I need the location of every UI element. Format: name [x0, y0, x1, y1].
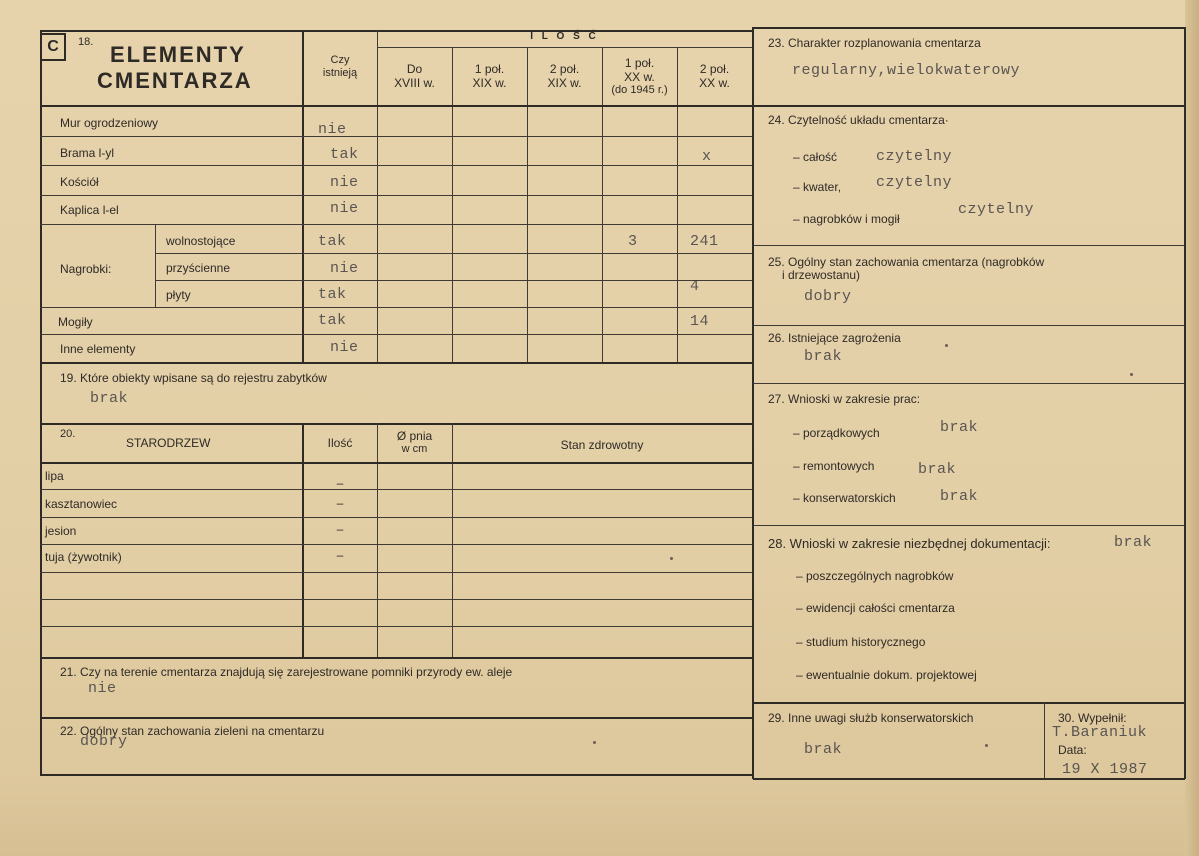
- q20-col-pien-line1: Ø pnia: [396, 429, 433, 443]
- tree-qty-jesion: –: [336, 522, 344, 536]
- q28-label: 28. Wnioski w zakresie niezbędnej dokumentacji:: [768, 536, 1051, 551]
- tree-name-tuja: tuja (żywotnik): [45, 550, 122, 564]
- row-label-inne: Inne elementy: [60, 342, 136, 356]
- ink-speck: [670, 557, 673, 560]
- q27-porzadkowych-label: – porządkowych: [793, 426, 880, 440]
- q28-answer: brak: [1114, 534, 1153, 551]
- tree-name-kasztanowiec: kasztanowiec: [45, 497, 118, 511]
- q27-remontowych-label: – remontowych: [793, 459, 875, 473]
- row-exists-mur: nie: [318, 121, 347, 138]
- row-label-kosciol: Kościół: [60, 175, 99, 189]
- tree-qty-lipa: –: [336, 476, 344, 490]
- q20-title: STARODRZEW: [126, 436, 211, 450]
- col-ilosc-header: I L O Ś Ć: [530, 31, 599, 42]
- q24-kwater-label: – kwater,: [793, 180, 842, 194]
- ink-speck: [1130, 373, 1133, 376]
- q24-calosc-label: – całość: [793, 150, 838, 164]
- period-4-line3: (do 1945 r.): [611, 84, 668, 96]
- section-18-title-line1: ELEMENTY: [110, 42, 246, 67]
- section-18-number: 18.: [78, 36, 94, 48]
- q20-number: 20.: [60, 428, 76, 440]
- q28-item-3: – studium historycznego: [796, 635, 926, 649]
- q27-konserwatorskich-label: – konserwatorskich: [793, 491, 896, 505]
- period-3-line2: XIX w.: [547, 76, 582, 90]
- period-2-line2: XIX w.: [472, 76, 507, 90]
- tree-qty-tuja: –: [336, 548, 344, 562]
- card-edge: [1185, 0, 1199, 856]
- tree-qty-kasztanowiec: –: [336, 496, 344, 510]
- q24-label: 24. Czytelność układu cmentarza·: [768, 113, 949, 127]
- row-exists-brama: tak: [330, 146, 359, 163]
- q28-item-2: – ewidencji całości cmentarza: [796, 601, 955, 615]
- nagrobki-plyty-p5: 4: [690, 278, 700, 295]
- q24-kwater-answer: czytelny: [876, 174, 953, 191]
- row-exists-mogily: tak: [318, 312, 347, 329]
- q30-label: 30. Wypełnił:: [1058, 711, 1127, 725]
- row-label-mur: Mur ogrodzeniowy: [60, 116, 159, 130]
- q26-label: 26. Istniejące zagrożenia: [768, 331, 901, 345]
- ink-speck: [593, 741, 596, 744]
- tree-name-lipa: lipa: [45, 469, 64, 483]
- q30-name: T.Baraniuk: [1052, 724, 1148, 741]
- row-exists-inne: nie: [330, 339, 359, 356]
- row-p5-brama: x: [702, 148, 712, 165]
- ink-speck: [985, 744, 988, 747]
- period-5-line1: 2 poł.: [699, 62, 730, 76]
- q28-item-1: – poszczególnych nagrobków: [796, 569, 954, 583]
- nagrobki-plyty-exists: tak: [318, 286, 347, 303]
- nagrobki-przyscienne-label: przyścienne: [166, 261, 231, 275]
- nagrobki-wolnostojace-exists: tak: [318, 233, 347, 250]
- q19-answer: brak: [90, 390, 129, 407]
- q24-nagrobkow-label: – nagrobków i mogił: [793, 212, 900, 226]
- row-exists-kosciol: nie: [330, 174, 359, 191]
- q21-label: 21. Czy na terenie cmentarza znajdują się zarejestrowane pomniki przyrody ew. aleje: [60, 665, 513, 679]
- q20-col-pien-line2: w cm: [401, 443, 428, 455]
- period-1-line1: Do: [406, 62, 423, 76]
- q22-answer: dobry: [80, 733, 128, 750]
- period-4-line1: 1 poł.: [624, 56, 655, 70]
- tree-name-jesion: jesion: [45, 524, 77, 538]
- card-bottom-margin: [0, 782, 1199, 856]
- row-label-kaplica: Kaplica l-el: [60, 203, 119, 217]
- q28-item-4: – ewentualnie dokum. projektowej: [796, 668, 977, 682]
- row-label-brama: Brama l-yl: [60, 146, 115, 160]
- col-czy-line2: istnieją: [322, 67, 358, 79]
- q27-konserwatorskich-answer: brak: [940, 488, 979, 505]
- q21-answer: nie: [88, 680, 117, 697]
- section-letter-box: C: [40, 33, 66, 61]
- nagrobki-wolnostojace-label: wolnostojące: [166, 234, 236, 248]
- period-4-line2: XX w.: [624, 70, 655, 84]
- q30-date: 19 X 1987: [1062, 761, 1148, 778]
- q22-label: 22. Ogólny stan zachowania zieleni na cmentarzu: [60, 724, 325, 738]
- q29-label: 29. Inne uwagi służb konserwatorskich: [768, 711, 974, 725]
- row-label-mogily: Mogiły: [58, 315, 93, 329]
- section-18-title-line2: CMENTARZA: [97, 68, 253, 93]
- nagrobki-plyty-label: płyty: [166, 288, 191, 302]
- col-czy-line1: Czy: [330, 54, 350, 66]
- row-exists-kaplica: nie: [330, 200, 359, 217]
- ink-speck: [945, 344, 948, 347]
- q27-porzadkowych-answer: brak: [940, 419, 979, 436]
- q25-answer: dobry: [804, 288, 852, 305]
- period-5-line2: XX w.: [699, 76, 730, 90]
- q29-answer: brak: [804, 741, 843, 758]
- q30-date-label: Data:: [1058, 743, 1087, 757]
- period-3-line1: 2 poł.: [549, 62, 580, 76]
- q24-calosc-answer: czytelny: [876, 148, 953, 165]
- nagrobki-label: Nagrobki:: [60, 262, 112, 276]
- q27-remontowych-answer: brak: [918, 461, 957, 478]
- row-p5-mogily: 14: [690, 313, 710, 330]
- nagrobki-wolnostojace-p5: 241: [690, 233, 719, 250]
- q27-label: 27. Wnioski w zakresie prac:: [768, 392, 921, 406]
- period-2-line1: 1 poł.: [474, 62, 505, 76]
- q20-col-stan: Stan zdrowotny: [560, 438, 644, 452]
- q20-col-ilosc: Ilość: [327, 436, 353, 450]
- q23-label: 23. Charakter rozplanowania cmentarza: [768, 36, 981, 50]
- period-1-line2: XVIII w.: [394, 76, 435, 90]
- q25-label-line1: 25. Ogólny stan zachowania cmentarza (nagrobków: [768, 255, 1045, 269]
- q25-label-line2: i drzewostanu): [782, 268, 861, 282]
- q23-answer: regularny,wielokwaterowy: [792, 62, 1021, 79]
- nagrobki-wolnostojace-p4: 3: [628, 233, 638, 250]
- q26-answer: brak: [804, 348, 843, 365]
- q24-nagrobkow-answer: czytelny: [958, 201, 1035, 218]
- q19-label: 19. Które obiekty wpisane są do rejestru zabytków: [60, 371, 327, 385]
- nagrobki-przyscienne-exists: nie: [330, 260, 359, 277]
